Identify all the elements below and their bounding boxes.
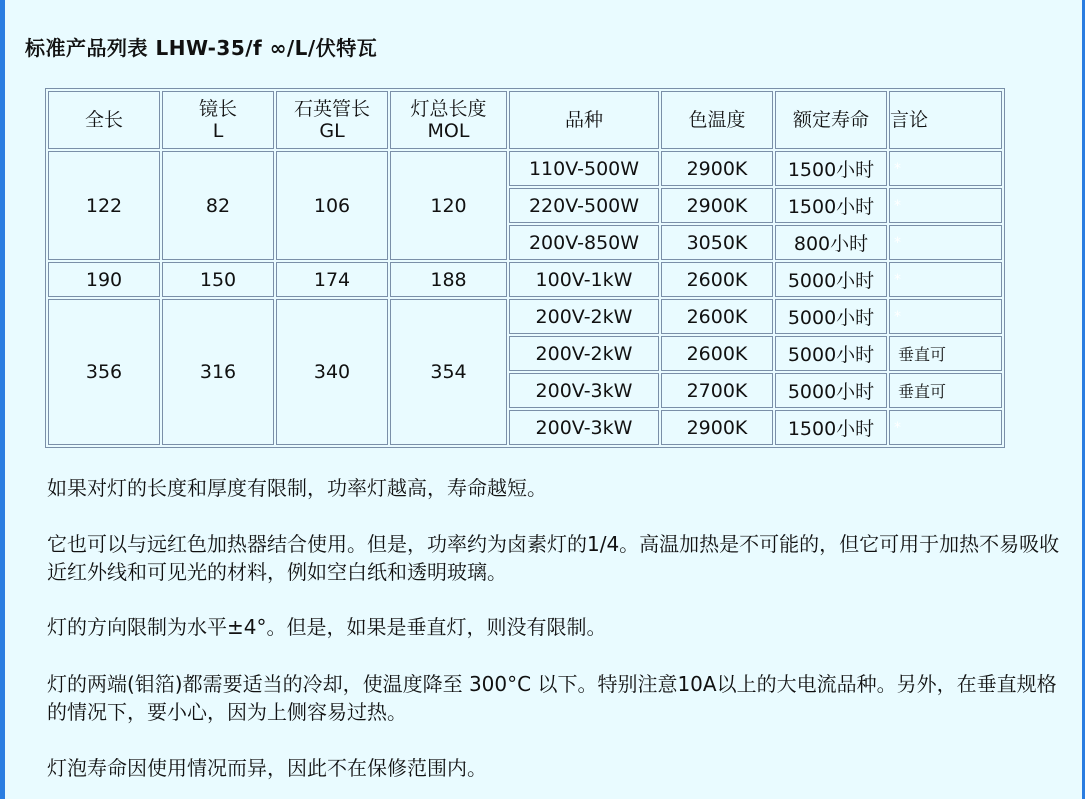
- cell-type: 220V-500W: [509, 188, 659, 223]
- cell-temp: 2900K: [661, 151, 773, 186]
- paragraph-5: 灯泡寿命因使用情况而异，因此不在保修范围内。: [47, 756, 487, 780]
- cell-temp: 2900K: [661, 188, 773, 223]
- cell-life: 5000小时: [775, 262, 887, 297]
- cell-temp: 2600K: [661, 336, 773, 371]
- cell-quartz: 340: [276, 299, 388, 445]
- cell-note: *: [889, 262, 1002, 297]
- cell-mol: 188: [390, 262, 507, 297]
- table-header-cell: 全长: [48, 91, 160, 149]
- cell-temp: 2900K: [661, 410, 773, 445]
- table-header-cell: 灯总长度 MOL: [390, 91, 507, 149]
- cell-mirror: 82: [162, 151, 274, 260]
- cell-life: 1500小时: [775, 151, 887, 186]
- cell-type: 200V-2kW: [509, 299, 659, 334]
- cell-life: 800小时: [775, 225, 887, 260]
- table-header-cell: 镜长 L: [162, 91, 274, 149]
- cell-life: 5000小时: [775, 299, 887, 334]
- paragraph-4: 灯的两端(钼箔)都需要适当的冷却，使温度降至 300°C 以下。特别注意10A以上的大电流品种。另外，在垂直规格的情况下，要小心，因为上侧容易过热。: [47, 672, 1057, 724]
- table-header-cell: 额定寿命: [775, 91, 887, 149]
- cell-full: 122: [48, 151, 160, 260]
- cell-life: 5000小时: [775, 336, 887, 371]
- cell-mirror: 150: [162, 262, 274, 297]
- spec-table: [45, 88, 1005, 448]
- table-header-row: [48, 91, 1002, 149]
- table-header-cell: 石英管长 GL: [276, 91, 388, 149]
- cell-note: *: [889, 188, 1002, 223]
- paragraph-2: 它也可以与远红色加热器结合使用。但是，功率约为卤素灯的1/4。高温加热是不可能的，但它可用于加热不易吸收近红外线和可见光的材料，例如空白纸和透明玻璃。: [47, 532, 1060, 584]
- cell-type: 200V-3kW: [509, 410, 659, 445]
- cell-life: 1500小时: [775, 410, 887, 445]
- table-row: [48, 151, 1002, 186]
- page-title: 标准产品列表 LHW-35/f ∞/L/伏特瓦: [25, 36, 378, 60]
- paragraph-3: 灯的方向限制为水平±4°。但是，如果是垂直灯，则没有限制。: [47, 615, 607, 639]
- cell-temp: 2700K: [661, 373, 773, 408]
- cell-quartz: 106: [276, 151, 388, 260]
- cell-life: 1500小时: [775, 188, 887, 223]
- cell-mol: 120: [390, 151, 507, 260]
- cell-type: 110V-500W: [509, 151, 659, 186]
- cell-quartz: 174: [276, 262, 388, 297]
- cell-type: 200V-850W: [509, 225, 659, 260]
- cell-type: 200V-2kW: [509, 336, 659, 371]
- left-accent-bar: [0, 0, 5, 799]
- cell-mol: 354: [390, 299, 507, 445]
- cell-note: 垂直可: [889, 373, 1002, 408]
- cell-type: 200V-3kW: [509, 373, 659, 408]
- cell-note: *: [889, 410, 1002, 445]
- table-header-cell: 品种: [509, 91, 659, 149]
- cell-type: 100V-1kW: [509, 262, 659, 297]
- cell-temp: 2600K: [661, 262, 773, 297]
- cell-note: *: [889, 225, 1002, 260]
- cell-full: 356: [48, 299, 160, 445]
- paragraph-1: 如果对灯的长度和厚度有限制，功率灯越高，寿命越短。: [47, 476, 547, 500]
- table-header-cell: 言论: [889, 91, 1002, 149]
- table-header-cell: 色温度: [661, 91, 773, 149]
- cell-full: 190: [48, 262, 160, 297]
- cell-note: *: [889, 299, 1002, 334]
- table-row: [48, 262, 1002, 297]
- cell-temp: 3050K: [661, 225, 773, 260]
- cell-note: 垂直可: [889, 336, 1002, 371]
- cell-note: *: [889, 151, 1002, 186]
- cell-temp: 2600K: [661, 299, 773, 334]
- table-row: [48, 299, 1002, 334]
- cell-mirror: 316: [162, 299, 274, 445]
- cell-life: 5000小时: [775, 373, 887, 408]
